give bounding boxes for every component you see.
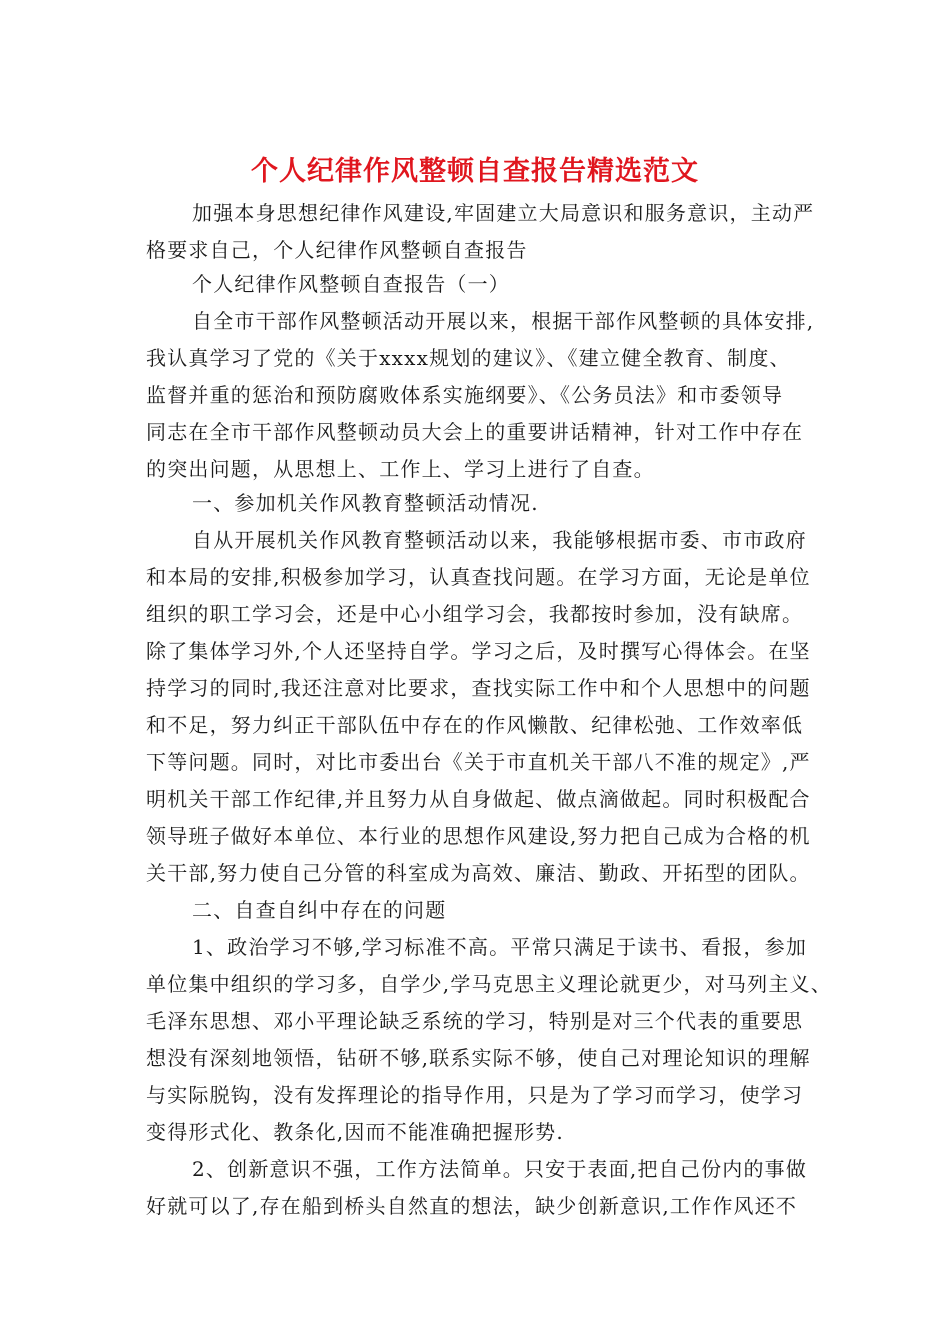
paragraph-line: 自全市干部作风整顿活动开展以来，根据干部作风整顿的具体安排, xyxy=(192,309,815,333)
paragraph-line: 加强本身思想纪律作风建设,牢固建立大局意识和服务意识，主动严 xyxy=(192,201,815,225)
paragraph-line: 下等问题。同时，对比市委出台《关于市直机关干部八不准的规定》,严 xyxy=(146,750,811,774)
paragraph-line: 组织的职工学习会，还是中心小组学习会，我都按时参加，没有缺席。 xyxy=(146,602,804,626)
paragraph-line: 明机关干部工作纪律,并且努力从自身做起、做点滴做起。同时积极配合 xyxy=(146,787,811,811)
paragraph-line: 好就可以了,存在船到桥头自然直的想法，缺少创新意识,工作作风还不 xyxy=(146,1194,798,1218)
paragraph-line: 同志在全市干部作风整顿动员大会上的重要讲话精神，针对工作中存在 xyxy=(146,420,804,444)
paragraph-line: 关干部,努力使自己分管的科室成为高效、廉洁、勤政、开拓型的团队。 xyxy=(146,861,811,885)
paragraph-line: 毛泽东思想、邓小平理论缺乏系统的学习，特别是对三个代表的重要思 xyxy=(146,1009,804,1033)
section-heading: 二、自查自纠中存在的问题 xyxy=(192,898,447,922)
paragraph-line: 1、政治学习不够,学习标准不高。平常只满足于读书、看报，参加 xyxy=(192,935,808,959)
paragraph-line: 监督并重的惩治和预防腐败体系实施纲要》、《公务员法》和市委领导 xyxy=(146,383,784,407)
paragraph-line: 的突出问题，从思想上、工作上、学习上进行了自查。 xyxy=(146,457,655,481)
paragraph-line: 领导班子做好本单位、本行业的思想作风建设,努力把自己成为合格的机 xyxy=(146,824,811,848)
section-heading: 一、参加机关作风教育整顿活动情况. xyxy=(192,491,539,515)
paragraph-line: 和不足，努力纠正干部队伍中存在的作风懒散、纪律松弛、工作效率低 xyxy=(146,713,804,737)
paragraph-line: 格要求自己，个人纪律作风整顿自查报告 xyxy=(146,238,528,262)
section-heading: 个人纪律作风整顿自查报告（一） xyxy=(192,272,510,296)
paragraph-line: 自从开展机关作风教育整顿活动以来，我能够根据市委、市市政府 xyxy=(192,528,807,552)
paragraph-line: 2、创新意识不强，工作方法简单。只安于表面,把自己份内的事做 xyxy=(192,1157,808,1181)
paragraph-line: 想没有深刻地领悟，钻研不够,联系实际不够，使自己对理论知识的理解 xyxy=(146,1046,811,1070)
paragraph-line: 与实际脱钩，没有发挥理论的指导作用，只是为了学习而学习，使学习 xyxy=(146,1083,804,1107)
paragraph-line: 和本局的安排,积极参加学习，认真查找问题。在学习方面，无论是单位 xyxy=(146,565,811,589)
paragraph-line: 我认真学习了党的《关于xxxx规划的建议》、《建立健全教育、制度、 xyxy=(146,346,791,370)
paragraph-line: 持学习的同时,我还注意对比要求，查找实际工作中和个人思想中的问题 xyxy=(146,676,811,700)
paragraph-line: 变得形式化、教条化,因而不能准确把握形势. xyxy=(146,1120,564,1144)
document-title: 个人纪律作风整顿自查报告精选范文 xyxy=(251,156,699,187)
paragraph-line: 除了集体学习外,个人还坚持自学。学习之后，及时撰写心得体会。在坚 xyxy=(146,639,811,663)
paragraph-line: 单位集中组织的学习多，自学少,学马克思主义理论就更少，对马列主义、 xyxy=(146,972,832,996)
